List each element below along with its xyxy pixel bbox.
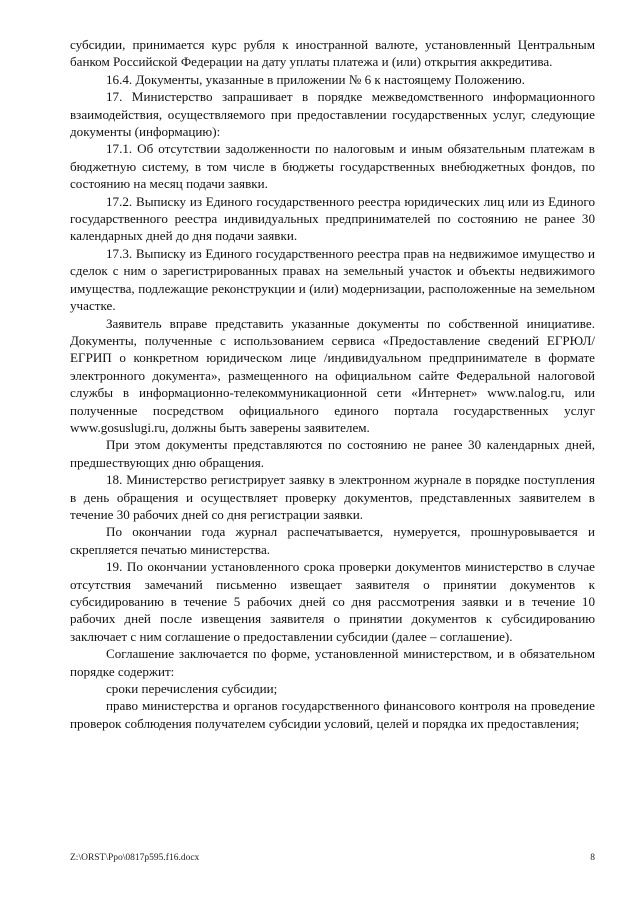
paragraph-3: 17. Министерство запрашивает в порядке межведомственного информационного взаимодействия, осуществляемого при предоставлении государственных услуг, следующие документы (информацию): [70, 89, 595, 140]
page-number: 8 [590, 853, 595, 863]
paragraph-8: При этом документы представляются по состоянию не ранее 30 календарных дней, предшествующих дню обращения. [70, 437, 595, 470]
paragraph-9: 18. Министерство регистрирует заявку в электронном журнале в порядке поступления в день обращения и осуществляет проверку документов, представленных заявителем в течение 30 рабочих дней со дня регистрации заявки. [70, 472, 595, 522]
file-path: Z:\ORST\Ppo\0817p595.f16.docx [70, 853, 200, 863]
paragraph-14: право министерства и органов государственного финансового контроля на проведение проверок соблюдения получателем субсидии условий, целей и порядка их предоставления; [70, 698, 595, 731]
document-body [70, 36, 595, 732]
paragraph-13: сроки перечисления субсидии; [106, 681, 278, 697]
paragraph-12: Соглашение заключается по форме, установленной министерством, и в обязательном порядке содержит: [70, 646, 595, 679]
paragraph-4: 17.1. Об отсутствии задолженности по налоговым и иным обязательным платежам в бюджетную систему, в том числе в бюджеты государственных внебюджетных фондов, по состоянию на месяц подачи заявки. [70, 141, 595, 192]
paragraph-10: По окончании года журнал распечатывается, нумеруется, прошнуровывается и скрепляется печатью министерства. [70, 524, 595, 557]
paragraph-2: 16.4. Документы, указанные в приложении № 6 к настоящему Положению. [106, 71, 525, 87]
paragraph-5: 17.2. Выписку из Единого государственного реестра юридических лиц или из Единого государственного реестра индивидуальных предпринимателей по состоянию не ранее 30 календарных дней до дня подачи заявки. [70, 193, 595, 244]
paragraph-7: Заявитель вправе представить указанные документы по собственной инициативе. Документы, полученные с использованием сервиса «Предоставление сведений ЕГРЮЛ/ЕГРИП о конкретном юридическом лице /индивидуальном предпринимателе в формате электронного документа», размещенного на официальном сайте Федеральной налоговой службы в информационно-телекоммуникационной сети «Интернет» www.nalog.ru, или полученные посредством официального единого портала государственных услуг www.gosuslugi.ru, должны быть заверены заявителем. [70, 315, 595, 435]
paragraph-1: субсидии, принимается курс рубля к иностранной валюте, установленный Центральным банком Российской Федерации на дату уплаты платежа и (или) открытия аккредитива. [70, 37, 595, 70]
paragraph-11: 19. По окончании установленного срока проверки документов министерство в случае отсутствия замечаний письменно извещает заявителя о принятии документов к субсидированию в течение 5 рабочих дней со дня рассмотрения заявки и в течение 10 рабочих дней после извещения заявителя о принятии документов к субсидированию заключает с ним соглашение о предоставлении субсидии (далее – соглашение). [70, 559, 595, 644]
paragraph-6: 17.3. Выписку из Единого государственного реестра прав на недвижимое имущество и сделок с ним о зарегистрированных правах на земельный участок и объекты недвижимого имущества, подлежащие реконструкции и (или) модернизации, расположенные на земельном участке. [70, 245, 595, 314]
